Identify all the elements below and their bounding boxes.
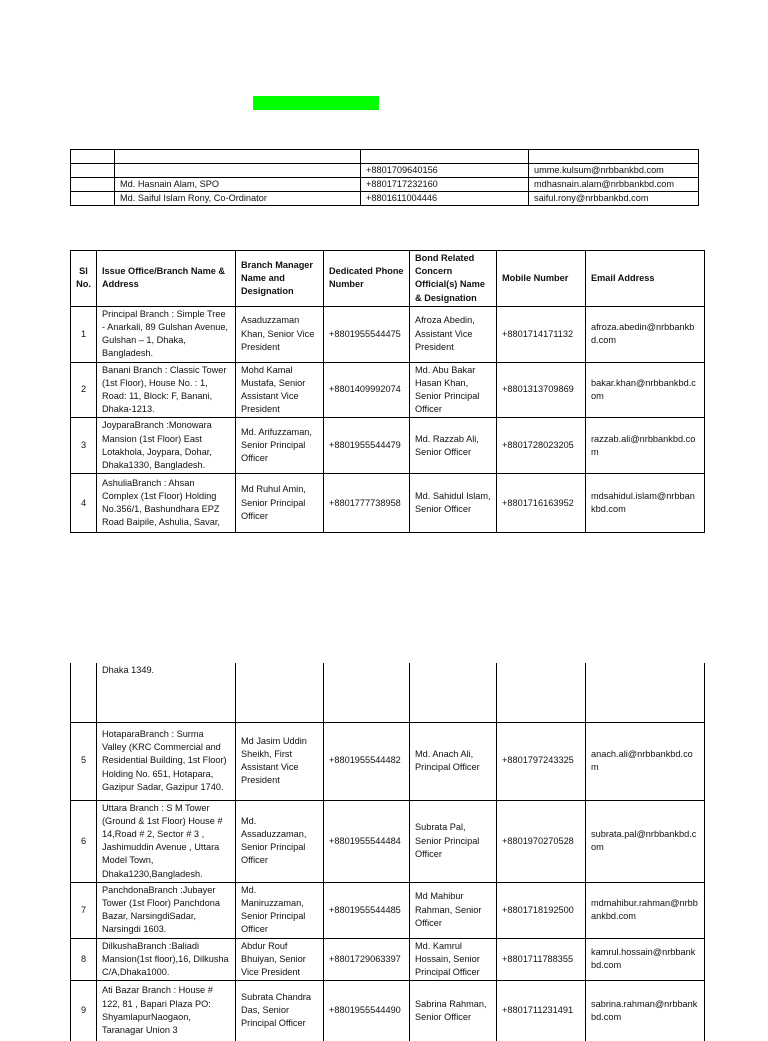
table-row <box>71 882 705 938</box>
cell-bond: Md. Abu Bakar Hasan Khan, Senior Principal Officer <box>410 362 497 418</box>
contact-email: umme.kulsum@nrbbankbd.com <box>529 164 699 178</box>
cell-manager: Md. Arifuzzaman, Senior Principal Officer <box>236 418 324 474</box>
cell-mobile: +8801728023205 <box>497 418 586 474</box>
cell-email: subrata.pal@nrbbankbd.com <box>586 800 705 882</box>
cell-bond: Md. Kamrul Hossain, Senior Principal Officer <box>410 938 497 981</box>
header-mobile: Mobile Number <box>497 251 586 307</box>
header-phone: Dedicated Phone Number <box>324 251 410 307</box>
cell-sl <box>71 663 97 722</box>
cell-phone: +8801777738958 <box>324 474 410 533</box>
cell-phone: +8801955544479 <box>324 418 410 474</box>
cell-branch: DilkushaBranch :Baliadi Mansion(1st floor),16, Dilkusha C/A,Dhaka1000. <box>97 938 236 981</box>
cell-branch: Dhaka 1349. <box>97 663 236 722</box>
table-cell <box>361 150 529 164</box>
branch-table-continued <box>70 663 705 1041</box>
contact-name <box>115 164 361 178</box>
cell-mobile: +8801313709869 <box>497 362 586 418</box>
cell-bond: Md. Anach Ali, Principal Officer <box>410 722 497 800</box>
table-row <box>71 306 705 362</box>
cell-email: razzab.ali@nrbbankbd.com <box>586 418 705 474</box>
cell-sl: 7 <box>71 882 97 938</box>
cell-branch: AshuliaBranch : Ahsan Complex (1st Floor) Holding No.356/1, Bashundhara EPZ Road Baipile, Ashulia, Savar, <box>97 474 236 533</box>
cell-mobile: +8801970270528 <box>497 800 586 882</box>
cell-branch: Principal Branch : Simple Tree - Anarkali, 89 Gulshan Avenue, Gulshan – 1, Dhaka, Bangladesh. <box>97 306 236 362</box>
cell-sl: 8 <box>71 938 97 981</box>
cell-mobile: +8801711231491 <box>497 981 586 1041</box>
cell-sl: 6 <box>71 800 97 882</box>
cell-sl: 2 <box>71 362 97 418</box>
contacts-table <box>70 149 699 206</box>
cell-email: bakar.khan@nrbbankbd.com <box>586 362 705 418</box>
cell-sl: 9 <box>71 981 97 1041</box>
cell-phone: +8801955544485 <box>324 882 410 938</box>
branch-table <box>70 250 705 533</box>
contact-phone: +8801717232160 <box>361 178 529 192</box>
cell-phone <box>324 663 410 722</box>
header-manager: Branch Manager Name and Designation <box>236 251 324 307</box>
cell-mobile: +8801716163952 <box>497 474 586 533</box>
cell-phone: +8801955544484 <box>324 800 410 882</box>
header-bond: Bond Related Concern Official(s) Name & Designation <box>410 251 497 307</box>
cell-bond: Md. Razzab Ali, Senior Officer <box>410 418 497 474</box>
table-cell <box>71 164 115 178</box>
cell-mobile: +8801714171132 <box>497 306 586 362</box>
cell-phone: +8801955544482 <box>324 722 410 800</box>
cell-mobile <box>497 663 586 722</box>
table-row <box>71 164 699 178</box>
contact-name: Md. Hasnain Alam, SPO <box>115 178 361 192</box>
cell-sl: 4 <box>71 474 97 533</box>
cell-branch: HotaparaBranch : Surma Valley (KRC Commercial and Residential Building, 1st Floor) Holding No. 651, Hotapara, Gazipur Sadar, Gazipur 1740. <box>97 722 236 800</box>
table-cell <box>71 150 115 164</box>
table-row <box>71 192 699 206</box>
cell-branch: Banani Branch : Classic Tower (1st Floor), House No. : 1, Road: 11, Block: F, Banani, Dhaka-1213. <box>97 362 236 418</box>
cell-manager: Abdur Rouf Bhuiyan, Senior Vice President <box>236 938 324 981</box>
contact-name: Md. Saiful Islam Rony, Co-Ordinator <box>115 192 361 206</box>
cell-bond: Subrata Pal, Senior Principal Officer <box>410 800 497 882</box>
table-cell <box>529 150 699 164</box>
cell-phone: +8801955544475 <box>324 306 410 362</box>
table-row <box>71 178 699 192</box>
cell-manager <box>236 663 324 722</box>
cell-sl: 5 <box>71 722 97 800</box>
contact-email: mdhasnain.alam@nrbbankbd.com <box>529 178 699 192</box>
cell-email: sabrina.rahman@nrbbankbd.com <box>586 981 705 1041</box>
cell-branch: Ati Bazar Branch : House # 122, 81 , Bapari Plaza PO: ShyamlapurNaogaon, Taranagar Union 3 <box>97 981 236 1041</box>
cell-email: mdsahidul.islam@nrbbankbd.com <box>586 474 705 533</box>
cell-sl: 1 <box>71 306 97 362</box>
header-branch: Issue Office/Branch Name & Address <box>97 251 236 307</box>
cell-branch: PanchdonaBranch :Jubayer Tower (1st Floor) Panchdona Bazar, NarsingdiSadar, Narsingdi 1603. <box>97 882 236 938</box>
cell-manager: Md. Maniruzzaman, Senior Principal Officer <box>236 882 324 938</box>
cell-mobile: +8801797243325 <box>497 722 586 800</box>
table-row <box>71 722 705 800</box>
cell-manager: Md Ruhul Amin, Senior Principal Officer <box>236 474 324 533</box>
table-row <box>71 418 705 474</box>
cell-email: anach.ali@nrbbankbd.com <box>586 722 705 800</box>
contact-email: saiful.rony@nrbbankbd.com <box>529 192 699 206</box>
cell-bond: Sabrina Rahman, Senior Officer <box>410 981 497 1041</box>
cell-manager: Md Jasim Uddin Sheikh, First Assistant Vice President <box>236 722 324 800</box>
cell-email <box>586 663 705 722</box>
cell-manager: Md. Assaduzzaman, Senior Principal Officer <box>236 800 324 882</box>
cell-branch: Uttara Branch : S M Tower (Ground & 1st Floor) House # 14,Road # 2, Sector # 3 , Jashimuddin Avenue , Uttara Model Town, Dhaka1230,Bangladesh. <box>97 800 236 882</box>
cell-branch: JoyparaBranch :Monowara Mansion (1st Floor) East Lotakhola, Joypara, Dohar, Dhaka1330, Bangladesh. <box>97 418 236 474</box>
header-sl: Sl No. <box>71 251 97 307</box>
table-header-row <box>71 251 705 307</box>
cell-email: kamrul.hossain@nrbbankbd.com <box>586 938 705 981</box>
cell-manager: Mohd Kamal Mustafa, Senior Assistant Vice President <box>236 362 324 418</box>
table-row <box>71 474 705 533</box>
contact-phone: +8801611004446 <box>361 192 529 206</box>
table-row <box>71 938 705 981</box>
table-row <box>71 800 705 882</box>
table-row <box>71 663 705 722</box>
table-cell <box>71 192 115 206</box>
cell-mobile: +8801718192500 <box>497 882 586 938</box>
table-row <box>71 981 705 1041</box>
cell-phone: +8801409992074 <box>324 362 410 418</box>
cell-email: mdmahibur.rahman@nrbbankbd.com <box>586 882 705 938</box>
cell-sl: 3 <box>71 418 97 474</box>
cell-bond: Md Mahibur Rahman, Senior Officer <box>410 882 497 938</box>
cell-mobile: +8801711788355 <box>497 938 586 981</box>
table-row <box>71 362 705 418</box>
contact-phone: +8801709640156 <box>361 164 529 178</box>
highlight-marker <box>253 96 379 110</box>
cell-bond <box>410 663 497 722</box>
cell-phone: +8801729063397 <box>324 938 410 981</box>
cell-bond: Afroza Abedin, Assistant Vice President <box>410 306 497 362</box>
table-cell <box>115 150 361 164</box>
cell-manager: Subrata Chandra Das, Senior Principal Officer <box>236 981 324 1041</box>
table-cell <box>71 178 115 192</box>
cell-email: afroza.abedin@nrbbankbd.com <box>586 306 705 362</box>
header-email: Email Address <box>586 251 705 307</box>
cell-phone: +8801955544490 <box>324 981 410 1041</box>
table-row <box>71 150 699 164</box>
cell-bond: Md. Sahidul Islam, Senior Officer <box>410 474 497 533</box>
cell-manager: Asaduzzaman Khan, Senior Vice President <box>236 306 324 362</box>
